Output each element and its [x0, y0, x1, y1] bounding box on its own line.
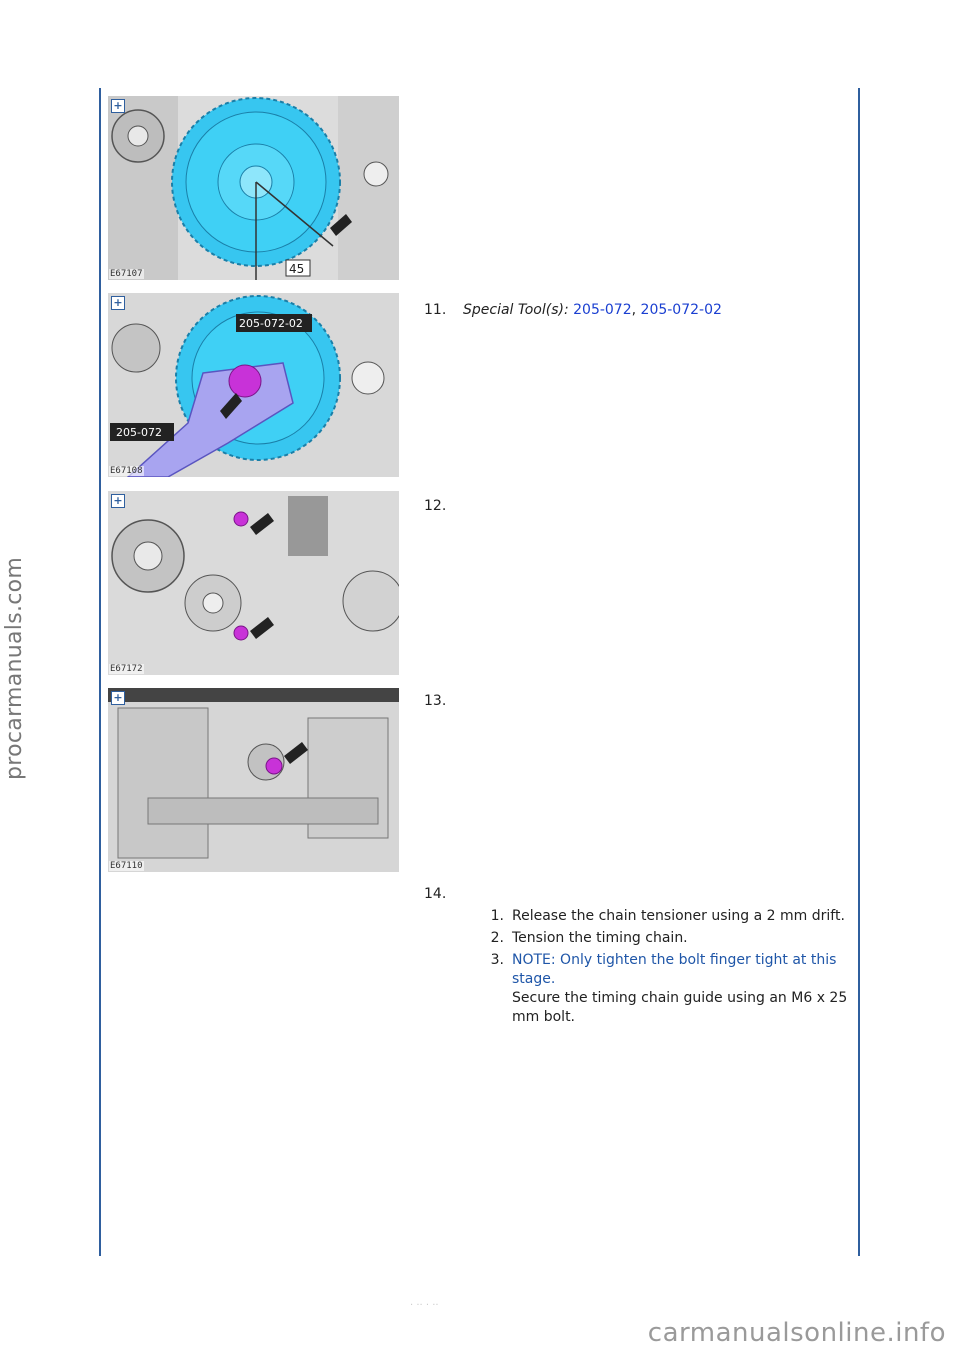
figure-id: E67172 [110, 664, 143, 674]
zoom-icon[interactable]: + [111, 494, 125, 508]
special-tools-line [463, 302, 722, 318]
zoom-icon[interactable]: + [111, 296, 125, 310]
step-number-11: 11. [424, 302, 447, 318]
side-watermark: procarmanuals.com [2, 556, 27, 780]
list-item [478, 929, 850, 948]
substep-text: Tension the timing chain. [512, 930, 688, 946]
special-tools-label: Special Tool(s): [463, 302, 569, 318]
step-number-12: 12. [424, 498, 447, 514]
left-margin-rule [99, 88, 101, 1256]
zoom-icon[interactable]: + [111, 691, 125, 705]
callout-45: 45 [289, 262, 305, 276]
right-margin-rule [858, 88, 860, 1256]
tool-link-205-072-02[interactable]: 205-072-02 [640, 302, 722, 318]
substep-number: 3. [490, 952, 504, 968]
figure-illustration [108, 293, 399, 477]
figure-crankshaft-pulley[interactable] [108, 96, 399, 280]
figure-engine-block-plug[interactable] [108, 688, 399, 872]
page-footer: · ·· · ·· [410, 1300, 439, 1311]
figure-id: E67107 [110, 269, 143, 279]
note-text: NOTE: Only tighten the bolt finger tight at this stage. [512, 952, 837, 987]
substep-text: Secure the timing chain guide using an M6 x 25 mm bolt. [512, 990, 848, 1025]
figure-cover-bolts[interactable] [108, 491, 399, 675]
tool-link-205-072[interactable]: 205-072 [573, 302, 632, 318]
figure-special-tool[interactable] [108, 293, 399, 477]
callout-205-072: 205-072 [116, 426, 162, 439]
substep-text: Release the chain tensioner using a 2 mm drift. [512, 908, 845, 924]
step-14-substeps [478, 907, 850, 1030]
figure-illustration [108, 96, 399, 280]
substep-number: 2. [490, 930, 504, 946]
step-number-14: 14. [424, 886, 447, 902]
tool-separator: , [631, 302, 637, 318]
substep-number: 1. [490, 908, 504, 924]
figure-illustration [108, 491, 399, 675]
figure-id: E67110 [110, 861, 143, 871]
zoom-icon[interactable]: + [111, 99, 125, 113]
list-item [478, 951, 850, 1027]
figure-id: E67108 [110, 466, 143, 476]
bottom-watermark: carmanualsonline.info [647, 1318, 946, 1348]
callout-205-072-02: 205-072-02 [239, 317, 303, 330]
step-number-13: 13. [424, 693, 447, 709]
figure-illustration [108, 688, 399, 872]
list-item [478, 907, 850, 926]
